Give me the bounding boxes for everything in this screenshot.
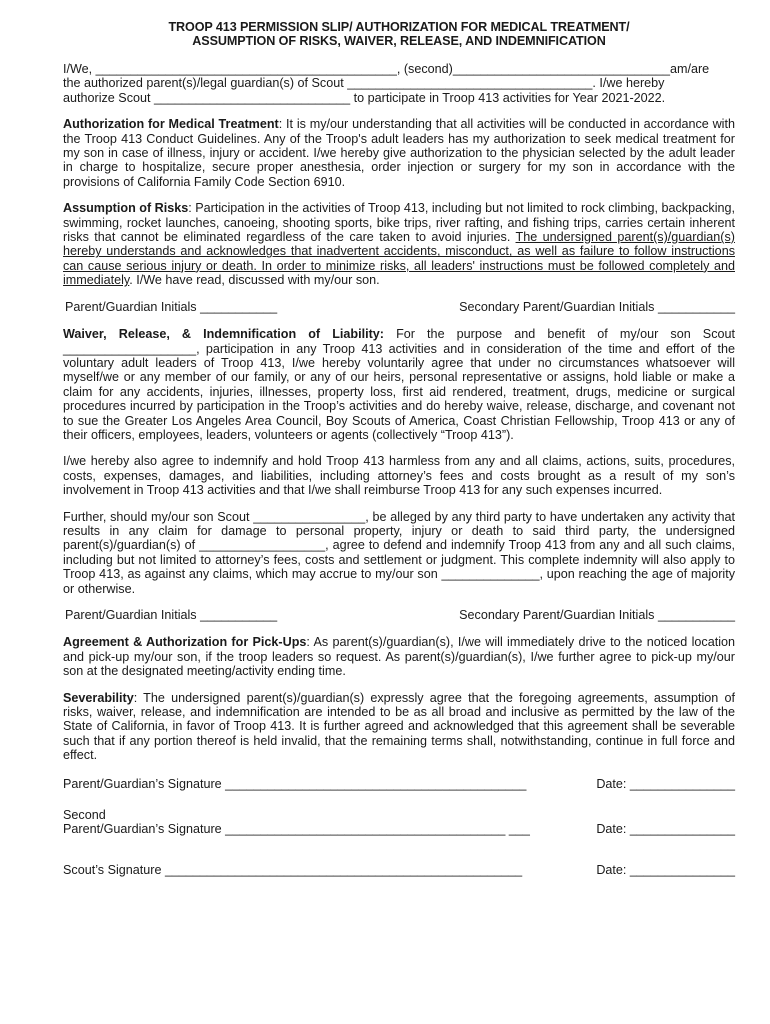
medical-treatment-heading: Authorization for Medical Treatment [63, 117, 279, 132]
initials-row-2 [65, 608, 735, 622]
assumption-of-risks-underlined: The undersigned parent(s)/guardian(s) hereby understands and acknowledges that inadvertent accidents, misconduct, as well as failure to follow instructions can cause serious injury or death. In order to minimize risks, all leaders' instructions must be followed completely and immediately [63, 230, 735, 288]
title-line-1: TROOP 413 PERMISSION SLIP/ AUTHORIZATION FOR MEDICAL TREATMENT/ [168, 20, 630, 34]
parent-initials-field-2[interactable]: Parent/Guardian Initials ___________ [65, 608, 278, 622]
second-parent-signature-field[interactable]: Parent/Guardian’s Signature ________________________________________ ___ [63, 822, 530, 837]
assumption-of-risks-heading: Assumption of Risks [63, 201, 189, 216]
waiver-heading: Waiver, Release, & Indemnification of Liability: [63, 327, 384, 342]
waiver-text: For the purpose and benefit of my/our son Scout ___________________, participation in any Troop 413 activities and in consideration of the time and effort of the voluntary adult leaders of Troop 413, I/we hereby voluntarily agree that under no circumstances whatsoever will myself/we or any member of our family, or any of our heirs, personal representative or assigns, hold liable or make a claim for any accidents, injuries, illnesses, property loss, first aid rendered, treatment, drugs, medicine or surgical procedures incurred by participation in the Troop’s activities and do hereby waive, release, discharge, and covenant not to sue the Greater Los Angeles Area Council, Boy Scouts of America, Coast Christian Fellowship, Troop 413 or any of their officers, employees, leaders, volunteers or agents (collectively “Troop 413”). [63, 327, 735, 442]
pickups-paragraph [63, 635, 735, 678]
title-line-2: ASSUMPTION OF RISKS, WAIVER, RELEASE, AND INDEMNIFICATION [192, 34, 606, 48]
parent-signature-row [63, 777, 735, 791]
second-parent-signature-date-field[interactable]: Date: _______________ [596, 822, 735, 837]
pickups-heading: Agreement & Authorization for Pick-Ups [63, 635, 307, 650]
further-paragraph: Further, should my/our son Scout ________________, be alleged by any third party to have undertaken any activity that results in any claim for damage to personal property, injury or death to said third party, the undersigned parent(s)/guardian(s) of __________________, agree to defend and indemnify Troop 413 from any and all such claims, including but not limited to attorney’s fees, costs and settlement or judgment. This complete indemnity will also apply to Troop 413, as against any claims, which may accrue to my/our son ______________, upon reaching the age of majority or otherwise. [63, 509, 735, 596]
intro-line-3: authorize Scout ____________________________ to participate in Troop 413 activities for Year 2021-2022. [63, 90, 666, 105]
assumption-of-risks-text: : Participation in the activities of Troop 413, including but not limited to rock climbing, backpacking, swimming, rocket launches, canoeing, shooting sports, bike trips, river rafting, and fishing trips, carries certain inherent risks that cannot be eliminated regardless of the care taken to avoid injuries. [63, 201, 735, 245]
scout-signature-field[interactable]: Scout’s Signature ___________________________________________________ [63, 862, 523, 877]
medical-treatment-paragraph [63, 117, 735, 189]
initials-row-1 [65, 300, 735, 314]
pickups-text: : As parent(s)/guardian(s), I/we will immediately drive to the noticed location and pick-up my/our son, if the troop leaders so request. As parent(s)/guardian(s), I/we further agree to pick-up my/our son at the designated meeting/activity ending time. [63, 635, 735, 679]
medical-treatment-text: : It is my/our understanding that all activities will be conducted in accordance with the Troop 413 Conduct Guidelines. Any of the Troop's adult leaders has my authorization to seek medical treatment for my son in case of illness, injury or accident. I/we hereby give authorization to the physician selected by the adult leader in charge to hospitalize, secure proper anesthesia, order injection or surgery for my son in accordance with the provisions of California Family Code Section 6910. [63, 117, 735, 189]
permission-slip-document [63, 20, 735, 877]
parent-initials-field[interactable]: Parent/Guardian Initials ___________ [65, 299, 278, 314]
intro-line-2: the authorized parent(s)/legal guardian(s) of Scout ___________________________________. I/we hereby [63, 76, 665, 91]
parent-signature-date-field[interactable]: Date: _______________ [596, 776, 735, 791]
waiver-paragraph [63, 327, 735, 442]
secondary-parent-initials-field-2[interactable]: Secondary Parent/Guardian Initials ___________ [459, 608, 735, 622]
parent-signature-field[interactable]: Parent/Guardian’s Signature ___________________________________________ [63, 776, 527, 791]
indemnify-paragraph: I/we hereby also agree to indemnify and hold Troop 413 harmless from any and all claims, actions, suits, procedures, costs, expenses, damages, and liabilities, including attorney’s fees and costs brought as a result of my son’s involvement in Troop 413 activities and that I/we shall reimburse Troop 413 for any such expenses incurred. [63, 454, 735, 498]
intro-line-1: I/We, ___________________________________________, (second)_______________________________am/are [63, 62, 710, 76]
assumption-of-risks-tail: . I/We have read, discussed with my/our son. [129, 273, 380, 288]
document-title [63, 20, 735, 48]
secondary-parent-initials-field[interactable]: Secondary Parent/Guardian Initials ___________ [459, 299, 735, 314]
second-parent-signature-block [63, 808, 735, 837]
second-parent-signature-row [63, 822, 735, 836]
severability-paragraph [63, 691, 735, 763]
scout-signature-date-field[interactable]: Date: _______________ [596, 862, 735, 877]
second-label: Second [63, 808, 106, 823]
scout-signature-row [63, 863, 735, 877]
assumption-of-risks-paragraph [63, 201, 735, 287]
severability-text: : The undersigned parent(s)/guardian(s) expressly agree that the foregoing agreements, assumption of risks, waiver, release, and indemnification are intended to be as all broad and inclusive as permitted by the law of the State of California, in favor of Troop 413. It is further agreed and acknowledged that this agreement shall be severable such that if any portion thereof is held invalid, that the remaining terms shall, notwithstanding, continue in full force and effect. [63, 690, 735, 763]
severability-heading: Severability [63, 690, 134, 705]
intro-paragraph [63, 62, 735, 105]
